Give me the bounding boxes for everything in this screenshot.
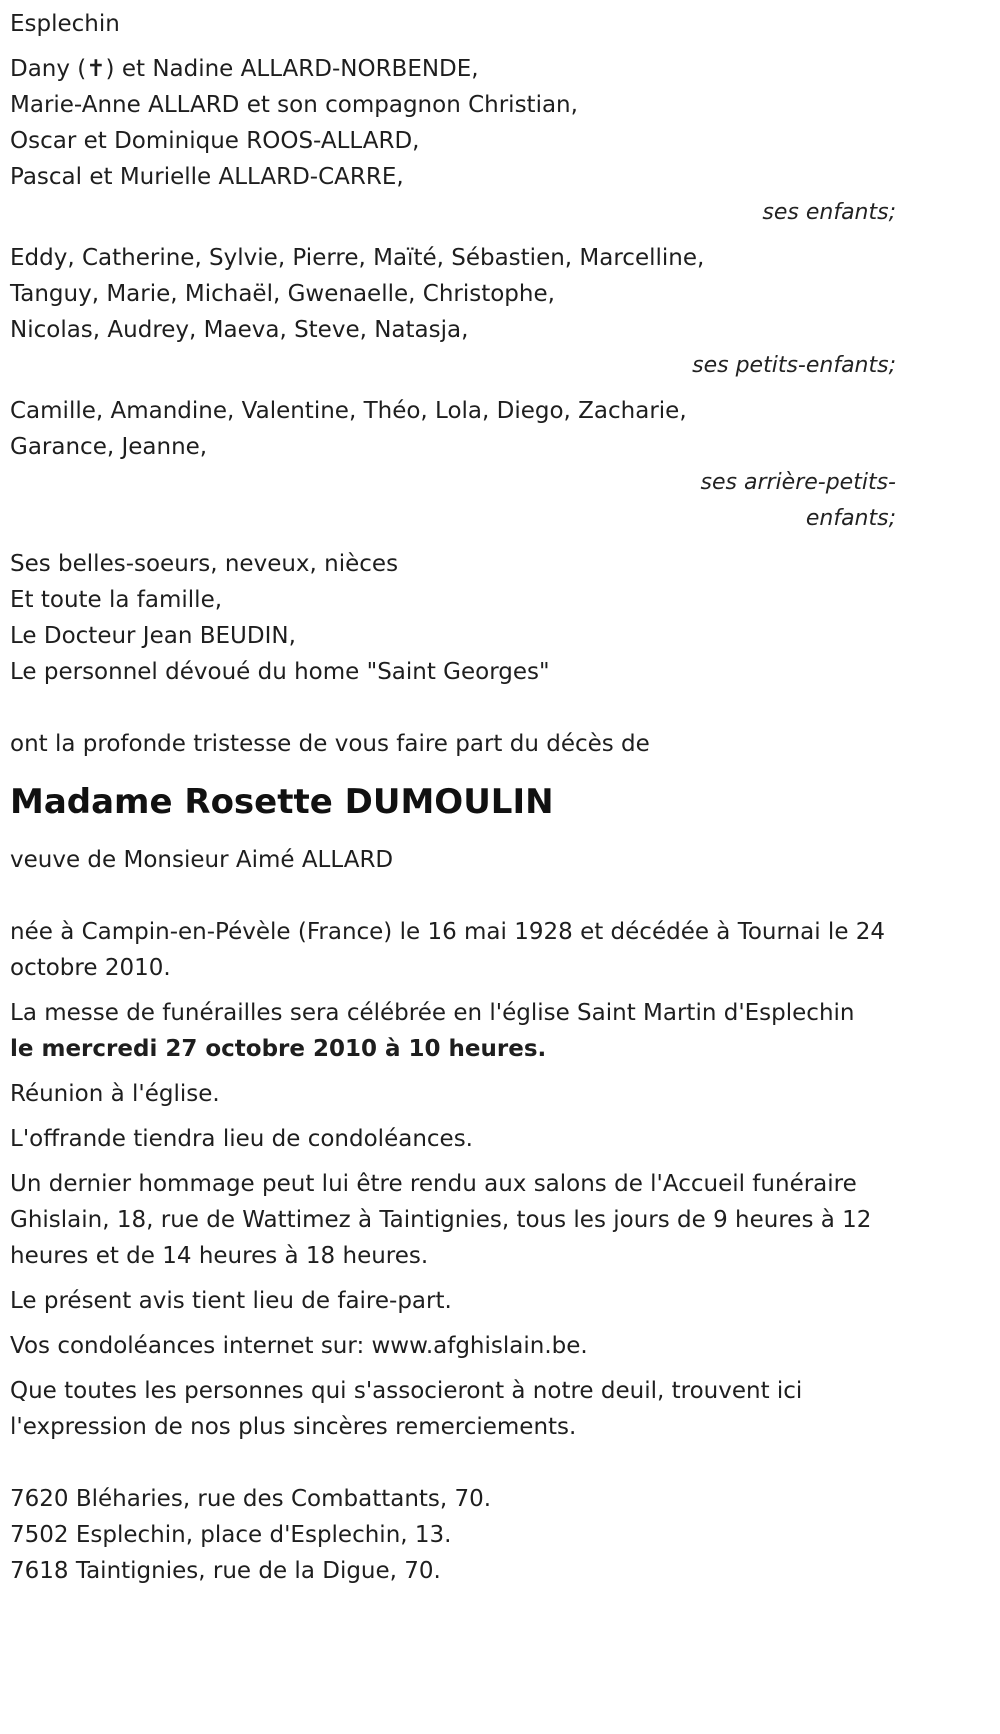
place-name: Esplechin bbox=[10, 11, 120, 37]
obituary-notice bbox=[10, 6, 896, 1589]
mass-date-text: le mercredi 27 octobre 2010 à 10 heures. bbox=[10, 1036, 547, 1062]
children-role-label: ses enfants; bbox=[762, 200, 896, 225]
grandchild-line: Tanguy, Marie, Michaël, Gwenaelle, Christophe, bbox=[10, 281, 555, 307]
condolences-text: Vos condoléances internet sur: www.afghislain.be. bbox=[10, 1333, 588, 1359]
great-grandchildren-role-label: ses arrière-petits- bbox=[700, 470, 896, 495]
birth-death-text: née à Campin-en-Pévèle (France) le 16 mai 1928 et décédée à Tournai le 24 octobre 2010. bbox=[10, 919, 886, 981]
child-line: Oscar et Dominique ROOS-ALLARD, bbox=[10, 128, 420, 154]
grandchildren-section bbox=[10, 240, 896, 384]
relative-line: Le Docteur Jean BEUDIN, bbox=[10, 623, 296, 649]
mass-location-text: La messe de funérailles sera célébrée en l'église Saint Martin d'Esplechin bbox=[10, 1000, 855, 1026]
great-grandchildren-role-label-cont: enfants; bbox=[805, 506, 896, 531]
addresses-section bbox=[10, 1481, 896, 1589]
deceased-name: Madame Rosette DUMOULIN bbox=[10, 782, 554, 822]
great-grandchild-line: Garance, Jeanne, bbox=[10, 434, 208, 460]
address-line: 7620 Bléharies, rue des Combattants, 70. bbox=[10, 1486, 492, 1512]
grandchild-line: Eddy, Catherine, Sylvie, Pierre, Maïté, Sébastien, Marcelline, bbox=[10, 245, 705, 271]
child-line: Dany (✝) et Nadine ALLARD-NORBENDE, bbox=[10, 56, 479, 82]
child-line: Pascal et Murielle ALLARD-CARRE, bbox=[10, 164, 404, 190]
notice-text: Le présent avis tient lieu de faire-part. bbox=[10, 1288, 452, 1314]
funeral-mass bbox=[10, 995, 896, 1067]
relative-line: Ses belles-soeurs, neveux, nièces bbox=[10, 551, 399, 577]
grandchildren-role-label: ses petits-enfants; bbox=[692, 353, 896, 378]
other-relatives-section bbox=[10, 546, 896, 690]
thanks-text: Que toutes les personnes qui s'associeront à notre deuil, trouvent ici l'expression de nos plus sincères remerciements. bbox=[10, 1378, 803, 1440]
grandchild-line: Nicolas, Audrey, Maeva, Steve, Natasja, bbox=[10, 317, 469, 343]
meeting-text: Réunion à l'église. bbox=[10, 1081, 220, 1107]
relative-line: Et toute la famille, bbox=[10, 587, 223, 613]
tribute-text: Un dernier hommage peut lui être rendu aux salons de l'Accueil funéraire Ghislain, 18, rue de Wattimez à Taintignies, tous les jours de 9 heures à 12 heures et de 14 heures à 18 heures. bbox=[10, 1171, 872, 1269]
children-section bbox=[10, 51, 896, 231]
great-grandchild-line: Camille, Amandine, Valentine, Théo, Lola, Diego, Zacharie, bbox=[10, 398, 687, 424]
address-line: 7502 Esplechin, place d'Esplechin, 13. bbox=[10, 1522, 452, 1548]
address-line: 7618 Taintignies, rue de la Digue, 70. bbox=[10, 1558, 441, 1584]
offering-text: L'offrande tiendra lieu de condoléances. bbox=[10, 1126, 473, 1152]
relative-line: Le personnel dévoué du home "Saint Georges" bbox=[10, 659, 550, 685]
child-line: Marie-Anne ALLARD et son compagnon Christian, bbox=[10, 92, 578, 118]
announcement-text: ont la profonde tristesse de vous faire part du décès de bbox=[10, 731, 650, 757]
great-grandchildren-section bbox=[10, 393, 896, 537]
widow-of-text: veuve de Monsieur Aimé ALLARD bbox=[10, 847, 394, 873]
